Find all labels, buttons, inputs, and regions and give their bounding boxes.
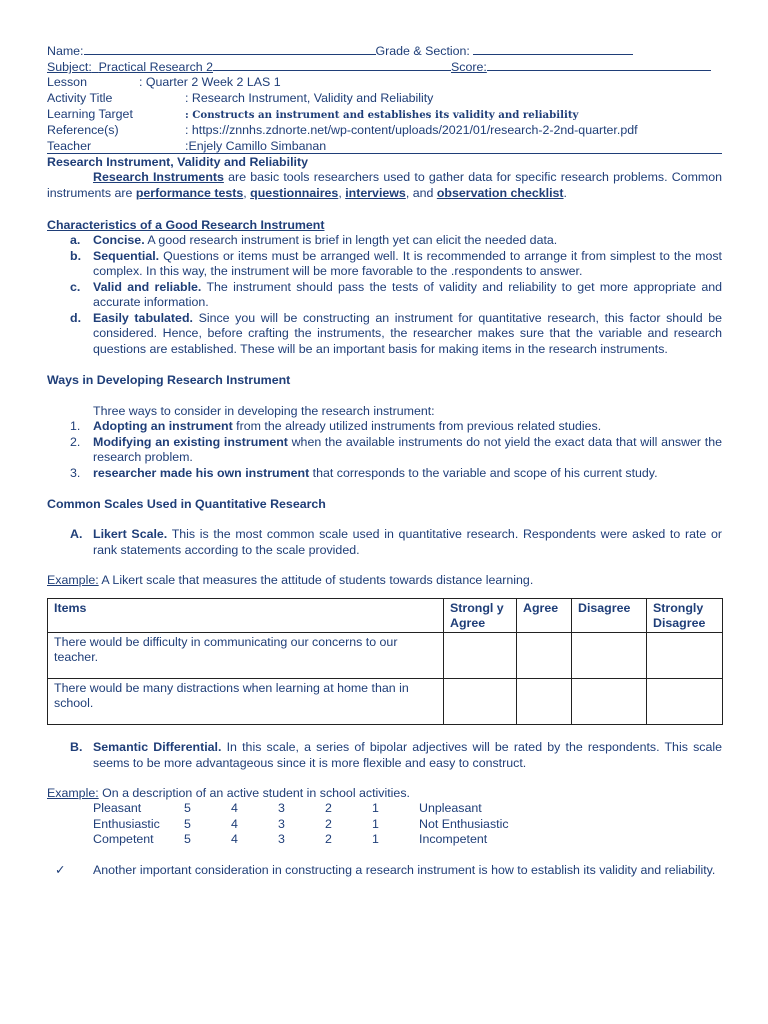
characteristics-heading: Characteristics of a Good Research Instrument [47,218,325,232]
table-cell: There would be difficulty in communicating our concerns to our teacher. [48,633,444,679]
item-marker: a. [70,233,81,247]
subject-row [47,58,722,74]
pair-right: Incompetent [419,832,488,846]
pair-score: 1 [372,832,379,846]
target-row [47,106,722,122]
reference-label: Reference(s) [47,123,119,137]
item-text: from the already utilized instruments from previous related studies. [232,419,602,433]
score-label: Score: [451,60,487,74]
table-row [48,679,723,725]
pair-score: 5 [184,801,191,815]
pair-left: Enthusiastic [93,816,160,831]
characteristics-list [47,233,722,357]
activity-value: : Research Instrument, Validity and Reliability [185,91,434,105]
table-cell [517,679,572,725]
pair-score: 3 [278,801,285,815]
pair-score: 3 [278,816,285,831]
subject-label: Subject: [47,60,92,74]
pair-score: 5 [184,816,191,831]
closing-note [47,863,722,879]
semantic-pairs [47,801,722,848]
table-cell [444,633,517,679]
page-title: Research Instrument, Validity and Reliability [47,155,308,169]
item-marker: B. [70,740,83,754]
intro-sep2: , [338,185,346,200]
instrument-questionnaires: questionnaires [250,185,339,200]
teacher-row [47,138,722,154]
item-term: Concise. [93,233,145,247]
score-blank [487,58,711,71]
pair-right: Unpleasant [419,801,482,815]
col-strongly-disagree: Strongly Disagree [647,599,723,633]
item-text: In this scale, a series of bipolar adjectives will be rated by the respondents. This scale seems to be more advantageous since it is more flexible and easy to construct. [93,740,722,770]
table-cell [572,679,647,725]
table-cell [572,633,647,679]
col-agree: Agree [517,599,572,633]
reference-row [47,122,722,138]
intro-term: Research Instruments [93,170,224,184]
example-text: A Likert scale that measures the attitude of students towards distance learning. [98,573,534,587]
name-label: Name: [47,44,84,58]
table-row [48,633,723,679]
semantic-pair-row [47,817,722,833]
item-marker: d. [70,310,82,325]
teacher-value: :Enjely Camillo Simbanan [185,139,327,153]
item-marker: b. [70,248,82,263]
subject-value: Practical Research 2 [98,60,213,74]
closing-text: Another important consideration in constructing a research instrument is how to establish its validity and reliability. [93,862,716,877]
ways-list [47,419,722,481]
likert-table [47,598,723,725]
grade-blank [473,42,633,55]
instrument-performance-tests: performance tests [135,185,244,200]
list-item [47,249,722,280]
item-text: when the available instruments do not yield the exact data that will answer the research problem. [93,434,722,464]
col-disagree: Disagree [572,599,647,633]
pair-score: 1 [372,816,379,831]
item-marker: 1. [70,419,81,433]
likert-scale-item [47,527,722,558]
item-term: Likert Scale. [93,527,168,541]
worksheet-page [47,42,722,878]
activity-label: Activity Title [47,91,113,105]
item-text: Since you will be constructing an instrument for quantitative research, this factor should be considered. Hence, before crafting the instruments, the researcher makes sure that the variable and research questions are established. These will be an important basis for making items in the research instruments. [93,310,722,356]
list-item [47,233,722,249]
pair-score: 2 [325,801,332,815]
pair-score: 1 [372,801,379,815]
pair-score: 4 [231,801,238,815]
example-label: Example: [47,573,99,587]
table-cell [647,633,723,679]
intro-end: . [563,185,567,200]
lesson-row [47,74,722,90]
item-term: Modifying an existing instrument [93,434,288,449]
intro-sep3: , and [405,185,437,200]
name-row [47,42,722,58]
pair-score: 4 [231,816,238,831]
list-item [47,466,722,482]
pair-score: 2 [325,832,332,846]
subject-blank [213,58,451,71]
intro-sep1: , [243,185,251,200]
intro-text: are basic tools researchers used to gather data for specific research problems. Common instruments are [47,170,722,200]
example-text: On a description of an active student in school activities. [98,786,410,800]
header-divider [47,153,722,154]
table-cell: There would be many distractions when learning at home than in school. [48,679,444,725]
table-cell [517,633,572,679]
lesson-label: Lesson [47,75,87,89]
intro-paragraph [47,170,722,201]
ways-heading: Ways in Developing Research Instrument [47,373,291,387]
semantic-pair-row [47,801,722,817]
pair-left: Pleasant [93,801,142,815]
col-strongly-agree: Strongl y Agree [444,599,517,633]
table-cell [444,679,517,725]
pair-score: 3 [278,832,285,846]
item-term: Adopting an instrument [93,419,233,433]
checkmark-icon: ✓ [55,862,66,877]
table-header-row [48,599,723,633]
lesson-value: : Quarter 2 Week 2 LAS 1 [139,75,281,89]
item-text: The instrument should pass the tests of validity and reliability to get more appropriate and accurate information. [93,279,722,309]
item-term: researcher made his own instrument [93,465,310,480]
instrument-interviews: interviews [345,185,406,200]
item-term: Sequential. [93,248,160,263]
item-text: Questions or items must be arranged well. It is recommended to arrange it from simplest to the most complex. In this way, the instrument will be more favorable to the .respondents to answer. [93,248,722,278]
item-marker: 3. [70,465,81,480]
pair-left: Competent [93,832,154,846]
pair-score: 4 [231,832,238,846]
grade-label: Grade & Section: [375,44,470,58]
semantic-differential-item [47,740,722,771]
list-item [47,435,722,466]
scales-heading: Common Scales Used in Quantitative Research [47,497,326,511]
item-term: Semantic Differential. [93,740,222,754]
name-blank [84,42,376,55]
target-value: : Constructs an instrument and establishes its validity and reliability [185,109,579,121]
pair-score: 2 [325,816,332,831]
reference-value: : https://znnhs.zdnorte.net/wp-content/uploads/2021/01/research-2-2nd-quarter.pdf [185,123,638,137]
item-text: A good research instrument is brief in length yet can elicit the needed data. [144,233,558,247]
list-item [47,280,722,311]
table-cell [647,679,723,725]
pair-right: Not Enthusiastic [419,816,509,831]
ways-intro: Three ways to consider in developing the research instrument: [93,404,435,418]
likert-example [47,572,722,588]
list-item [47,419,722,435]
teacher-label: Teacher [47,139,92,153]
item-marker: c. [70,279,81,294]
item-marker: A. [70,527,83,541]
instrument-observation-checklist: observation checklist [436,185,564,200]
col-items: Items [48,599,444,633]
pair-score: 5 [184,832,191,846]
semantic-example [47,785,722,801]
item-text: This is the most common scale used in quantitative research. Respondents were asked to rate or rank statements according to the scale provided. [93,527,722,557]
example-label: Example: [47,786,99,800]
target-label: Learning Target [47,107,133,121]
item-term: Valid and reliable. [93,279,202,294]
item-text: that corresponds to the variable and scope of his current study. [309,465,658,480]
item-term: Easily tabulated. [93,310,193,325]
semantic-pair-row [47,832,722,848]
activity-row [47,90,722,106]
item-marker: 2. [70,434,81,449]
list-item [47,311,722,358]
